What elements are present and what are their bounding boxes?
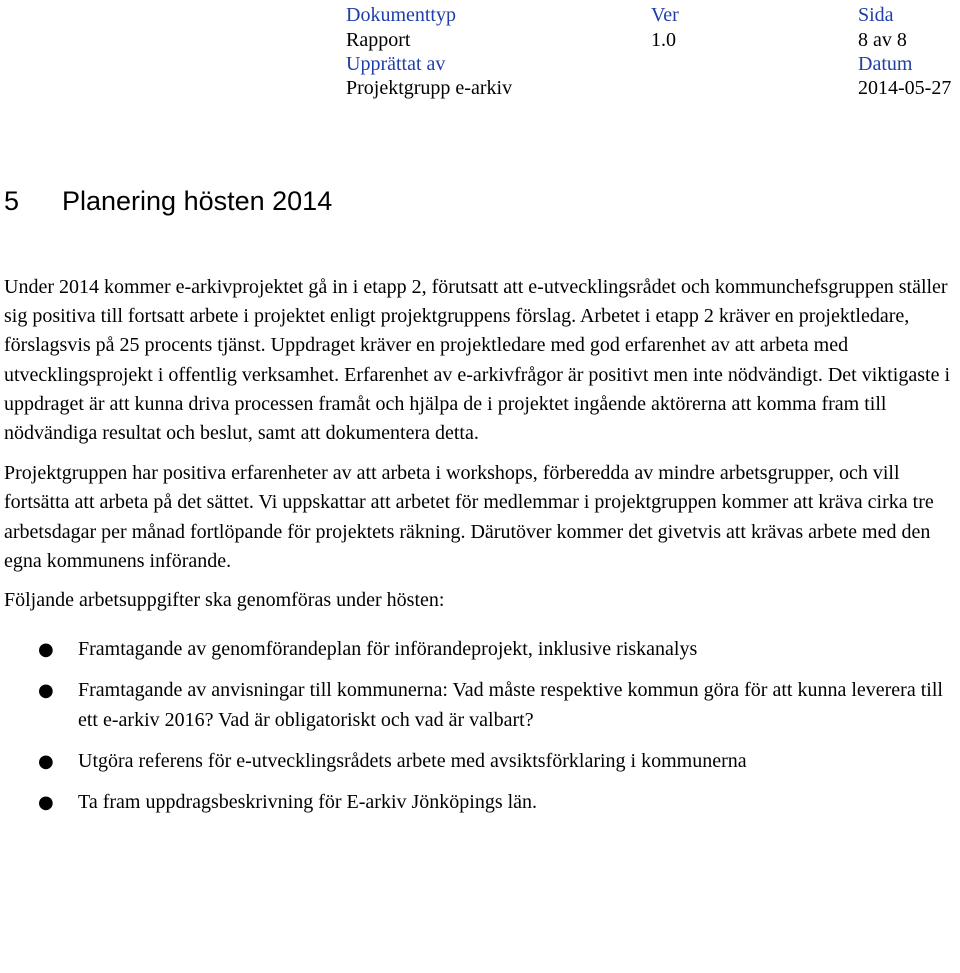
- document-body: [4, 273, 956, 817]
- version-label: Ver: [651, 4, 679, 26]
- paragraph-workshops: Projektgruppen har positiva erfarenheter av att arbeta i workshops, förberedda av mindre arbetsgrupper, och vill fortsätta att arbeta på det sättet. Vi uppskattar att arbetet för medlemmar i projektgruppen kommer att kräva cirka tre arbetsdagar per månad fortlöpande för projektets räkning. Därutöver kommer det givetvis att krävas arbete med den egna kommunens införande.: [4, 462, 934, 572]
- section-number: 5: [4, 186, 20, 216]
- version-value: 1.0: [651, 29, 676, 51]
- list-item: [4, 788, 956, 817]
- list-item: [4, 676, 956, 734]
- date-label: Datum: [858, 53, 913, 75]
- task-text: Utgöra referens för e-utvecklingsrådets arbete med avsiktsförklaring i kommunerna: [78, 749, 747, 772]
- bullet-icon: ●: [38, 680, 54, 702]
- section-heading: [4, 183, 332, 219]
- list-item: [4, 635, 956, 664]
- list-item: [4, 747, 956, 776]
- paragraph-tasks-intro: Följande arbetsuppgifter ska genomföras under hösten:: [4, 589, 445, 612]
- page-value: 8 av 8: [858, 29, 907, 51]
- doctype-label: Dokumenttyp: [346, 4, 456, 26]
- section-title: Planering hösten 2014: [62, 186, 333, 216]
- document-header: [0, 0, 960, 110]
- bullet-icon: ●: [38, 750, 54, 772]
- task-text: Framtagande av anvisningar till kommunerna: Vad måste respektive kommun göra för att kunna leverera till ett e-arkiv 2016? Vad är obligatoriskt och vad är valbart?: [78, 679, 943, 731]
- date-value: 2014-05-27: [858, 77, 952, 99]
- author-value: Projektgrupp e-arkiv: [346, 77, 513, 99]
- bullet-icon: ●: [38, 792, 54, 814]
- paragraph-intro: Under 2014 kommer e-arkivprojektet gå in i etapp 2, förutsatt att e-utvecklingsrådet och kommunchefsgruppen ställer sig positiva till fortsatt arbete i projektet enligt projektgruppens förslag. Arbetet i etapp 2 kräver en projektledare, förslagsvis på 25 procents tjänst. Uppdraget kräver en projektledare med god erfarenhet av att arbeta med utvecklingsprojekt i offentlig verksamhet. Erfarenhet av e-arkivfrågor är positivt men inte nödvändigt. Det viktigaste i uppdraget är att kunna driva processen framåt och hjälpa de i projektet ingående aktörerna att komma fram till nödvändiga resultat och beslut, samt att dokumentera detta.: [4, 276, 951, 445]
- doctype-value: Rapport: [346, 29, 411, 51]
- task-list: [4, 635, 956, 817]
- task-text: Framtagande av genomförandeplan för införandeprojekt, inklusive riskanalys: [78, 638, 698, 661]
- task-text: Ta fram uppdragsbeskrivning för E-arkiv Jönköpings län.: [78, 791, 538, 814]
- author-label: Upprättat av: [346, 53, 446, 75]
- page-label: Sida: [858, 4, 894, 26]
- bullet-icon: ●: [38, 639, 54, 661]
